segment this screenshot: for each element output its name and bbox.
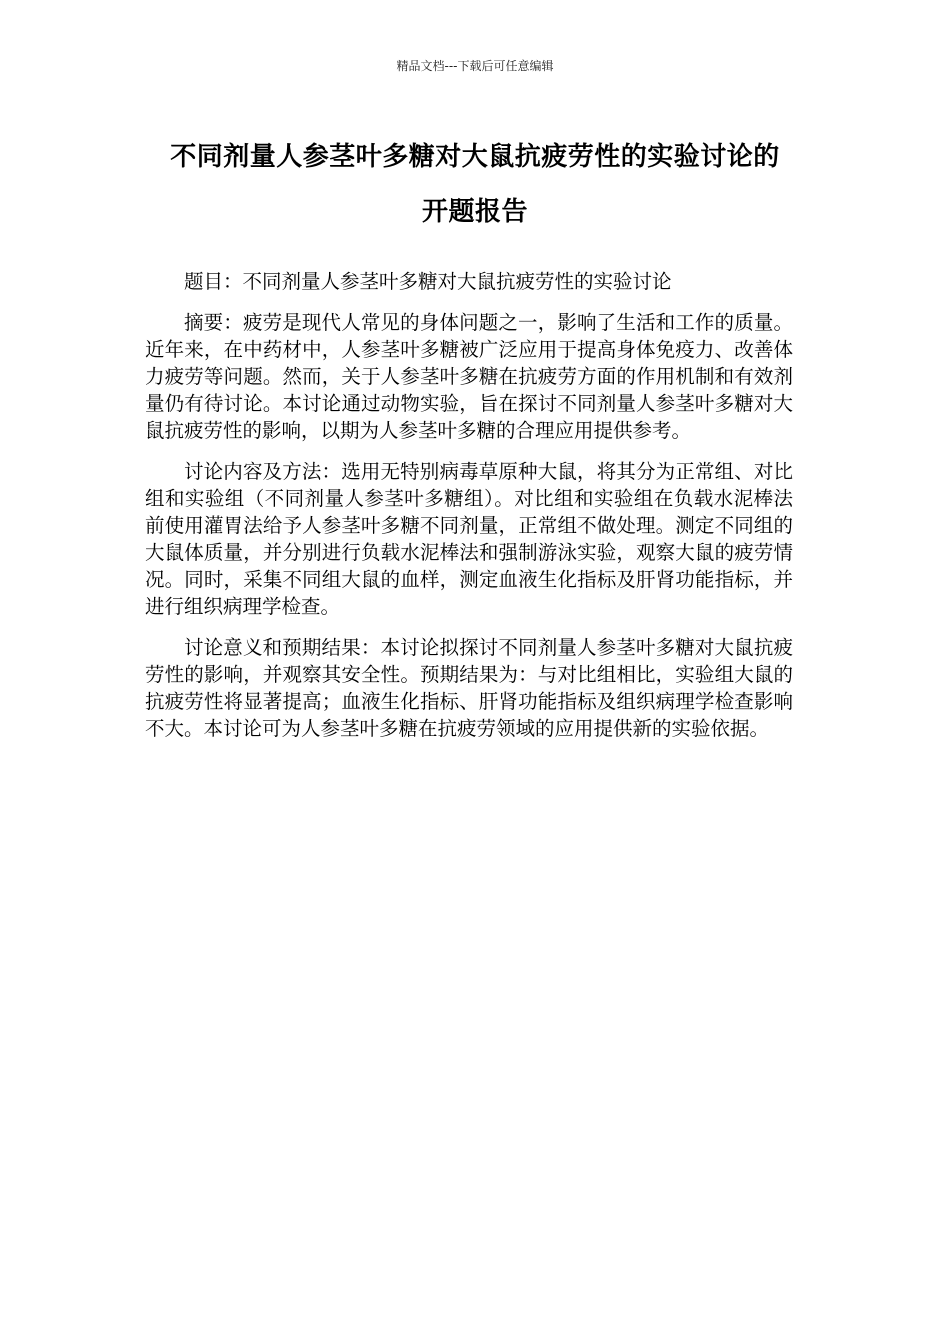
significance-paragraph: 讨论意义和预期结果：本讨论拟探讨不同剂量人参茎叶多糖对大鼠抗疲劳性的影响，并观察其安全性。预期结果为：与对比组相比，实验组大鼠的抗疲劳性将显著提高；血液生化指标、肝肾功能指标及组织病理学检查影响不大。本讨论可为人参茎叶多糖在抗疲劳领域的应用提供新的实验依据。 <box>145 636 793 740</box>
subject-paragraph: 题目：不同剂量人参茎叶多糖对大鼠抗疲劳性的实验讨论 <box>184 270 672 293</box>
methods-paragraph: 讨论内容及方法：选用无特别病毒草原种大鼠，将其分为正常组、对比组和实验组（不同剂量人参茎叶多糖组）。对比组和实验组在负载水泥棒法前使用灌胃法给予人参茎叶多糖不同剂量，正常组不做处理。测定不同组的大鼠体质量，并分别进行负载水泥棒法和强制游泳实验，观察大鼠的疲劳情况。同时，采集不同组大鼠的血样，测定血液生化指标及肝肾功能指标，并进行组织病理学检查。 <box>145 460 793 618</box>
page-header: 精品文档---下载后可任意编辑 <box>396 59 554 73</box>
title-line-2: 开题报告 <box>421 197 528 227</box>
document-body <box>145 268 793 756</box>
document-title <box>120 130 830 240</box>
abstract-paragraph: 摘要：疲劳是现代人常见的身体问题之一，影响了生活和工作的质量。近年来，在中药材中，人参茎叶多糖被广泛应用于提高身体免疫力、改善体力疲劳等问题。然而，关于人参茎叶多糖在抗疲劳方面的作用机制和有效剂量仍有待讨论。本讨论通过动物实验，旨在探讨不同剂量人参茎叶多糖对大鼠抗疲劳性的影响，以期为人参茎叶多糖的合理应用提供参考。 <box>145 311 793 442</box>
title-line-1: 不同剂量人参茎叶多糖对大鼠抗疲劳性的实验讨论的 <box>170 142 780 172</box>
